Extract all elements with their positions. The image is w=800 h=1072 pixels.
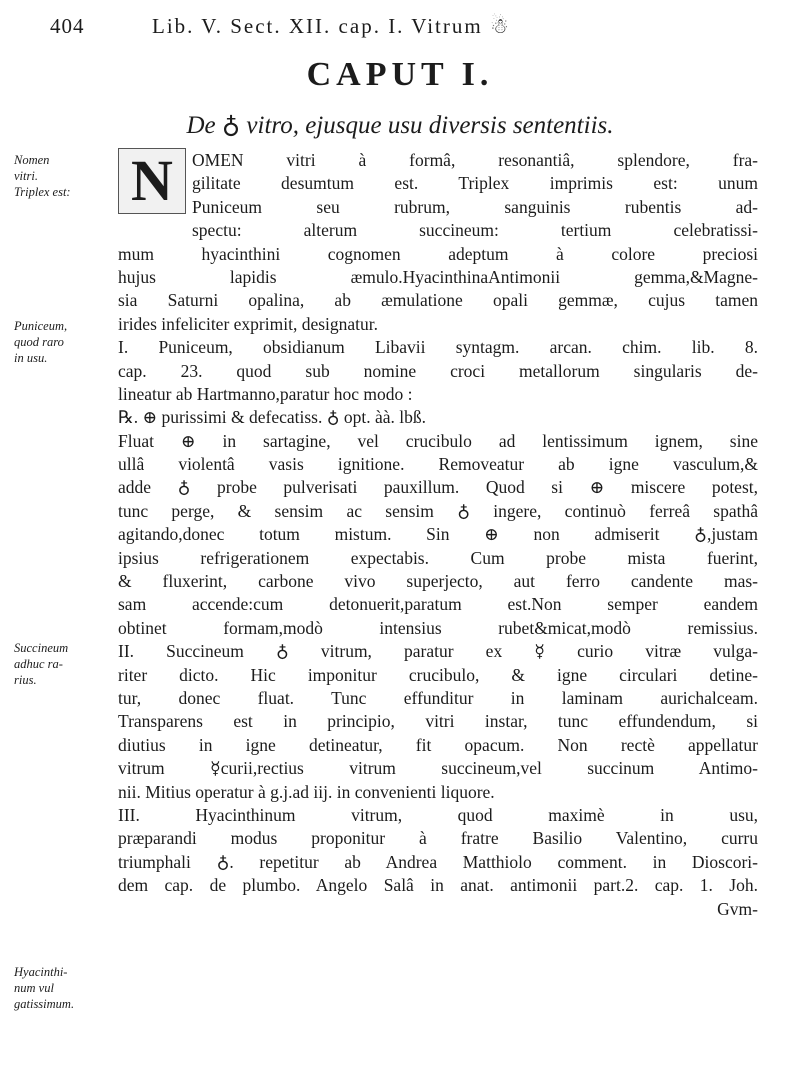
margin-note-line: gatissimum. — [14, 997, 75, 1011]
margin-note-line: Puniceum, — [14, 319, 68, 333]
text-line: agitando,donec totum mistum. Sin ⊕ non admiserit ♁,justam — [118, 524, 758, 545]
text-line: OMEN vitri à formâ, resonantiâ, splendore, fra- — [192, 150, 758, 170]
text-line: mum hyacinthini cognomen adeptum à colore preciosi — [118, 243, 758, 264]
text-line: Puniceum seu rubrum, sanguinis rubentis ad- — [192, 196, 758, 217]
text-line: Transparens est in principio, vitri instar, tunc effundendum, si — [118, 711, 758, 732]
text-line: III. Hyacinthinum vitrum, quod maximè in usu, — [118, 804, 758, 825]
text-line: sia Saturni opalina, ab æmulatione opali gemmæ, cujus tamen — [118, 290, 758, 311]
text-line: & fluxerint, carbone vivo superjecto, aut ferro candente mas- — [118, 571, 758, 592]
margin-note-line: Succineum — [14, 641, 69, 655]
margin-note-line: adhuc ra- — [14, 657, 63, 671]
margin-note — [14, 318, 100, 366]
margin-note-line: Nomen — [14, 153, 50, 167]
text-line: riter dicto. Hic imponitur crucibulo, & igne circulari detine- — [118, 664, 758, 685]
margin-note-line: Triplex est: — [14, 185, 71, 199]
margin-note — [14, 964, 100, 1012]
text-line: vitrum ☿curii,rectius vitrum succineum,vel succinum Antimo- — [118, 758, 758, 779]
drop-initial-letter: N — [131, 148, 173, 213]
text-line: ullâ violentâ vasis ignitione. Removeatur ab igne vasculum,& — [118, 454, 758, 475]
text-line: I. Puniceum, obsidianum Libavii syntagm. arcan. chim. lib. 8. — [118, 337, 758, 358]
text-line: ipsius refrigerationem expectabis. Cum probe mista fuerint, — [118, 547, 758, 568]
running-head-text: Lib. V. Sect. XII. cap. I. Vitrum ☃ — [152, 14, 511, 38]
margin-note-line: num vul — [14, 981, 54, 995]
margin-note — [14, 152, 100, 200]
text-line: dem cap. de plumbo. Angelo Salâ in anat. antimonii part.2. cap. 1. Joh. — [118, 875, 758, 896]
text-line: adde ♁ probe pulverisati pauxillum. Quod si ⊕ miscere potest, — [118, 477, 758, 498]
text-line: cap. 23. quod sub nomine croci metallorum singularis de- — [118, 360, 758, 381]
text-line: ℞. ⊕ purissimi & defecatiss. ♁ opt. àà. lbß. — [118, 407, 427, 428]
page-number: 404 — [50, 14, 85, 38]
text-line: diutius in igne detineatur, fit opacum. Non rectè appellatur — [118, 734, 758, 755]
margin-note — [14, 640, 100, 688]
margin-note-line: rius. — [14, 673, 37, 687]
text-line: irides infeliciter exprimit, designatur. — [118, 313, 378, 334]
margin-note-line: in usu. — [14, 351, 48, 365]
text-line: tur, donec fluat. Tunc effunditur in laminam aurichalceam. — [118, 687, 758, 708]
text-line: sam accende:cum detonuerit,paratum est.Non semper eandem — [118, 594, 758, 615]
text-line: obtinet formam,modò intensius rubet&micat,modò remissius. — [118, 617, 758, 638]
text-line: præparandi modus proponitur à fratre Basilio Valentino, curru — [118, 828, 758, 849]
text-line: lineatur ab Hartmanno,paratur hoc modo : — [118, 383, 413, 404]
body-text — [118, 149, 758, 921]
chapter-subtitle: De ♁ vitro, ejusque usu diversis sententiis. — [186, 112, 614, 139]
margin-note-line: quod raro — [14, 335, 64, 349]
chapter-heading: CAPUT I. — [306, 56, 494, 93]
text-line: gilitate desumtum est. Triplex imprimis est: unum — [192, 173, 758, 194]
text-line: II. Succineum ♁ vitrum, paratur ex ☿ curio vitræ vulga- — [118, 641, 758, 662]
text-line: hujus lapidis æmulo.HyacinthinaAntimonii gemma,&Magne- — [118, 266, 758, 287]
text-line: Fluat ⊕ in sartagine, vel crucibulo ad lentissimum ignem, sine — [118, 430, 758, 451]
margin-note-line: vitri. — [14, 169, 38, 183]
text-line: spectu: alterum succineum: tertium celebratissi- — [192, 220, 758, 241]
margin-note-line: Hyacinthi- — [14, 965, 68, 979]
catchword: Gvm- — [717, 898, 758, 919]
text-line: triumphali ♁. repetitur ab Andrea Matthiolo comment. in Dioscori- — [118, 851, 758, 872]
text-line: tunc perge, & sensim ac sensim ♁ ingere, continuò ferreâ spathâ — [118, 500, 758, 521]
text-line: nii. Mitius operatur à g.j.ad iij. in convenienti liquore. — [118, 781, 495, 802]
